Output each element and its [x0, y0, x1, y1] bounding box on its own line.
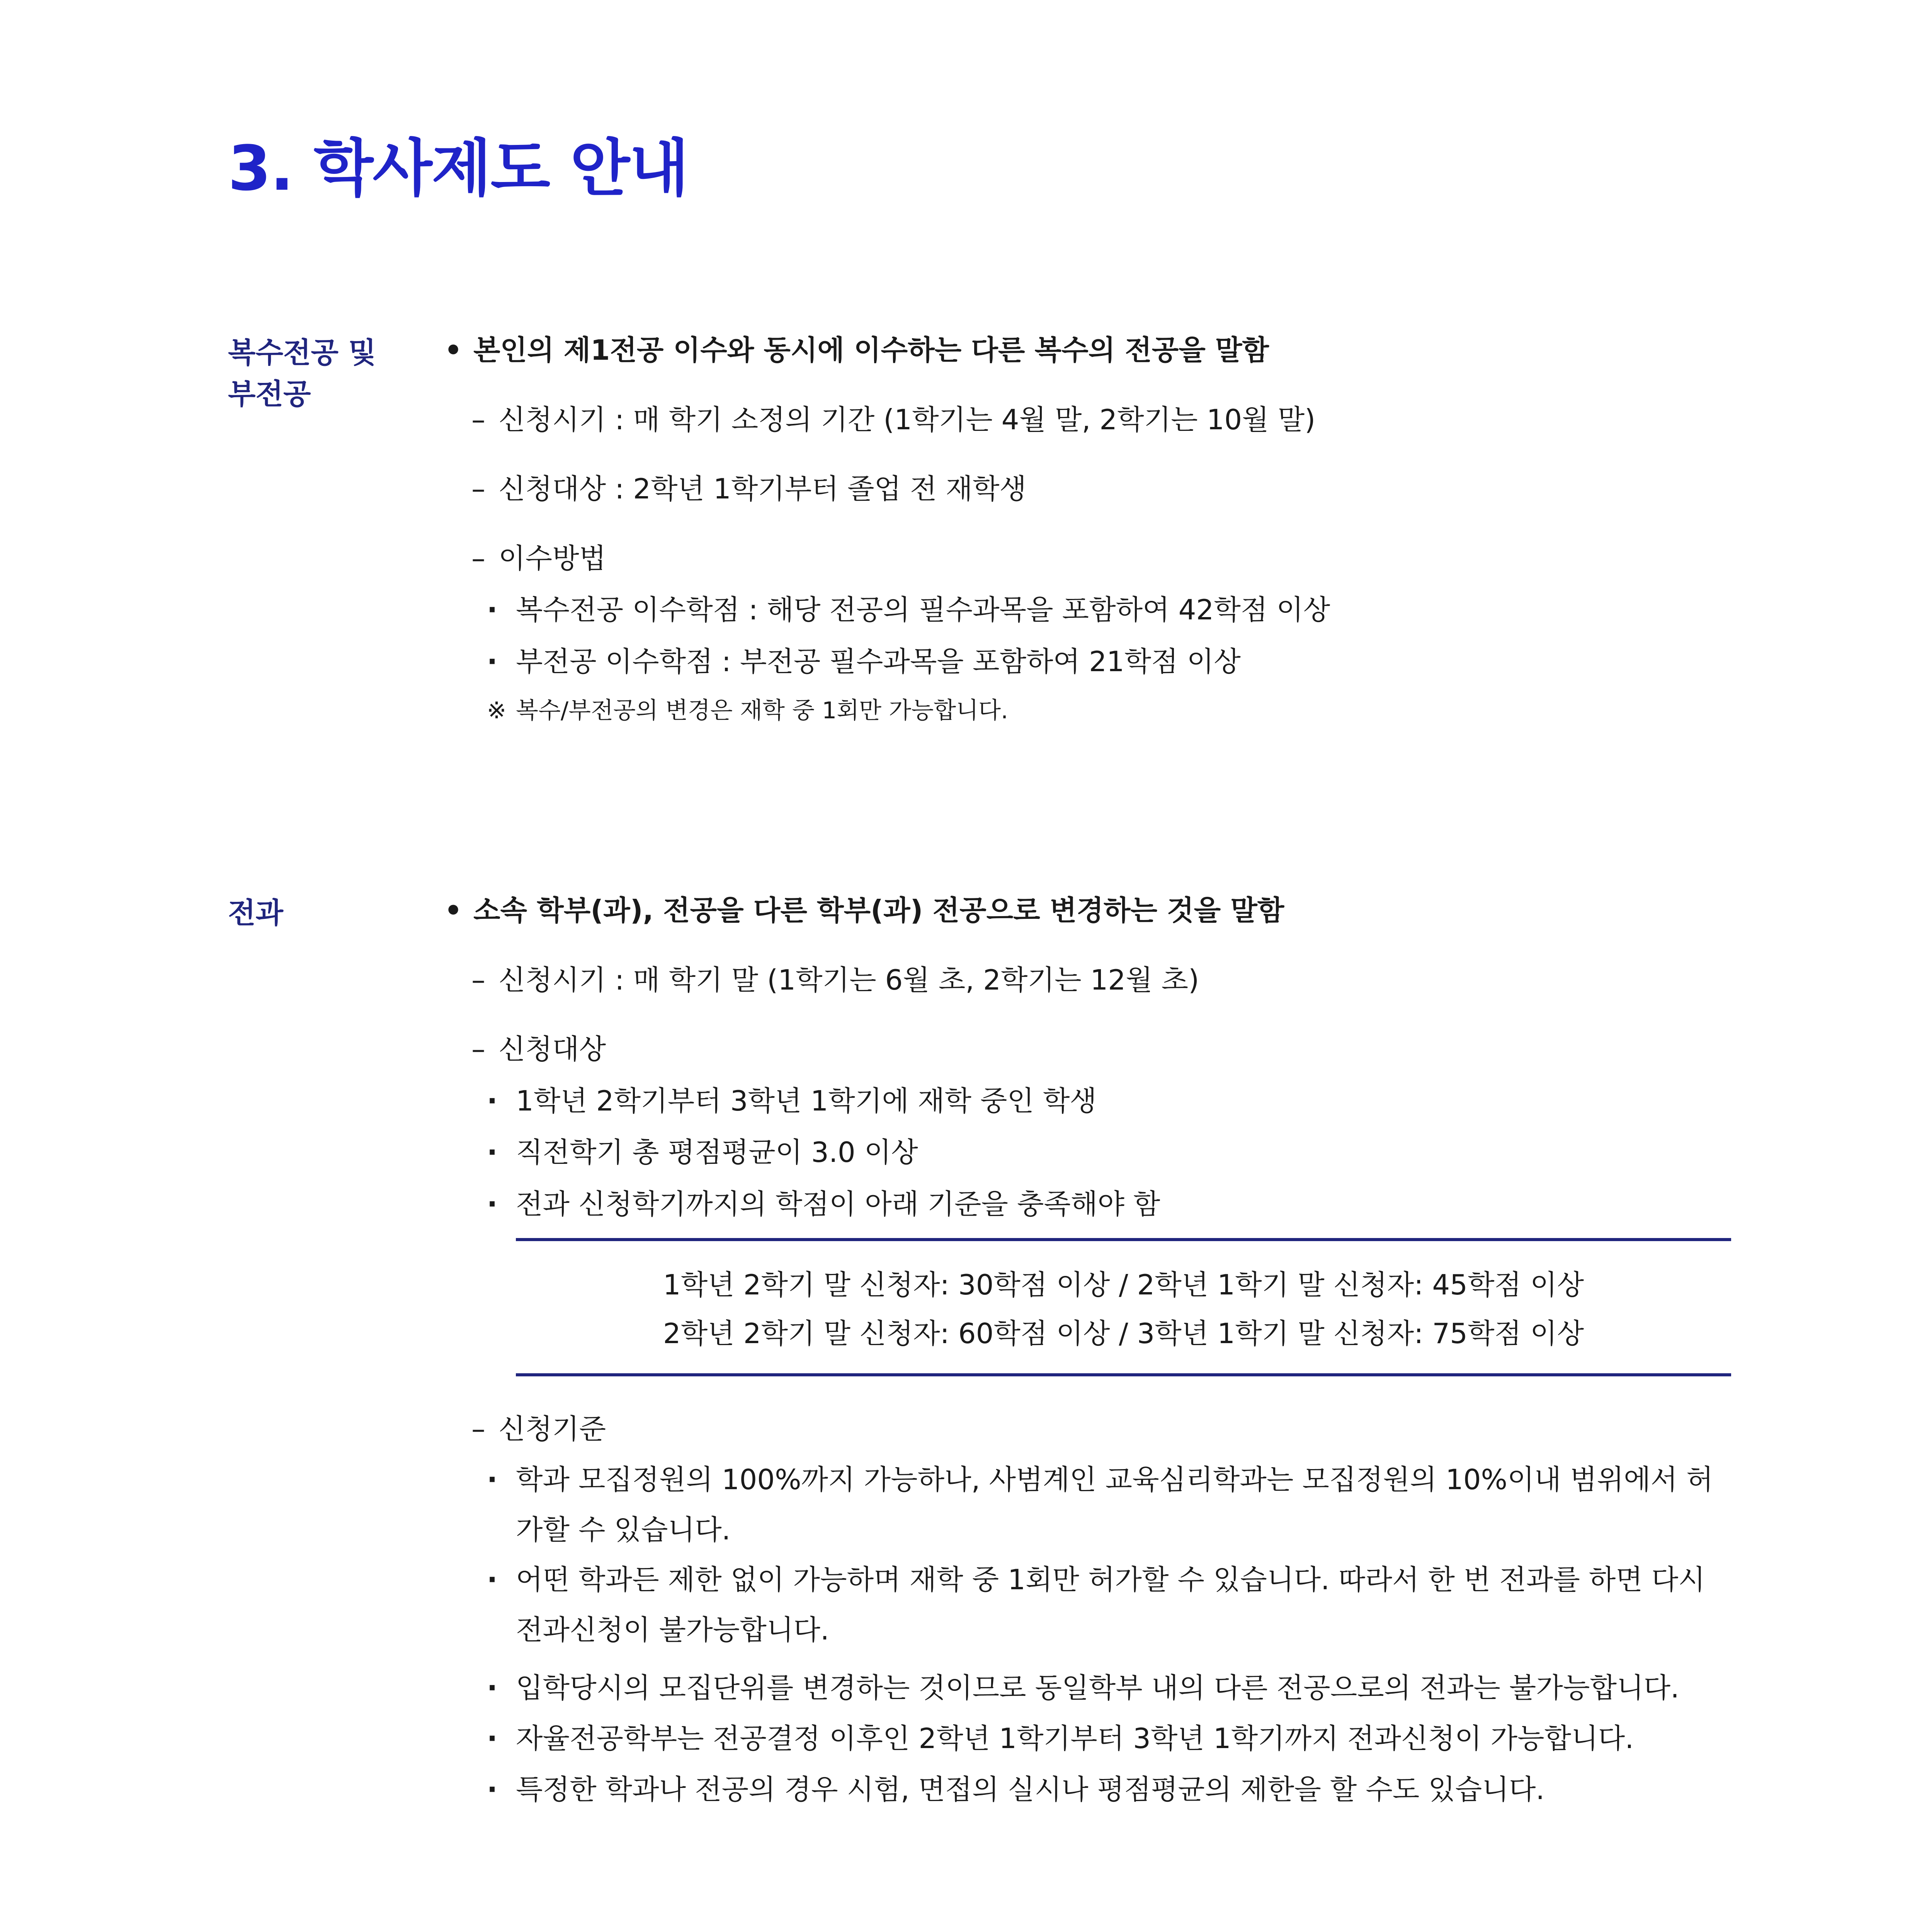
list-item: · 입학당시의 모집단위를 변경하는 것이므로 동일학부 내의 다른 전공으로의 전과는 불가능합니다. — [444, 1670, 1731, 1706]
credit-criteria-box — [516, 1238, 1731, 1376]
apply-target: – 신청대상 : 2학년 1학기부터 졸업 전 재학생 — [444, 471, 1731, 507]
section-lead: • 소속 학부(과), 전공을 다른 학부(과) 전공으로 변경하는 것을 말함 — [444, 893, 1731, 929]
credit-criteria-line: 2학년 2학기 말 신청자: 60학점 이상 / 3학년 1학기 말 신청자: 75학점 이상 — [663, 1317, 1584, 1350]
apply-period: – 신청시기 : 매 학기 소정의 기간 (1학기는 4월 말, 2학기는 10월 말) — [444, 402, 1731, 438]
apply-period: – 신청시기 : 매 학기 말 (1학기는 6월 초, 2학기는 12월 초) — [444, 962, 1731, 998]
list-item: · 복수전공 이수학점 : 해당 전공의 필수과목을 포함하여 42학점 이상 — [444, 592, 1731, 628]
list-item: · 학과 모집정원의 100%까지 가능하나, 사범계인 교육심리학과는 모집정원의 10%이내 범위에서 허가할 수 있습니다. — [444, 1455, 1731, 1555]
target-title: – 신청대상 — [444, 1031, 1731, 1068]
section-body — [444, 893, 1731, 1808]
list-item: · 어떤 학과든 제한 없이 가능하며 재학 중 1회만 허가할 수 있습니다. 따라서 한 번 전과를 하면 다시 전과신청이 불가능합니다. — [444, 1555, 1731, 1655]
section-label: 복수전공 및 부전공 — [228, 336, 376, 411]
list-item: · 특정한 학과나 전공의 경우 시험, 면접의 실시나 평점평균의 제한을 할 수도 있습니다. — [444, 1772, 1731, 1808]
page-title: 3. 학사제도 안내 — [228, 132, 688, 204]
method-title: – 이수방법 — [444, 541, 1731, 577]
section-body — [444, 332, 1731, 726]
list-item: · 1학년 2학기부터 3학년 1학기에 재학 중인 학생 — [444, 1083, 1731, 1119]
list-item: · 직전학기 총 평점평균이 3.0 이상 — [444, 1134, 1731, 1171]
list-item: · 부전공 이수학점 : 부전공 필수과목을 포함하여 21학점 이상 — [444, 644, 1731, 680]
credit-criteria-line: 1학년 2학기 말 신청자: 30학점 이상 / 2학년 1학기 말 신청자: 45학점 이상 — [663, 1268, 1584, 1301]
section-label: 전과 — [228, 896, 283, 930]
section-lead: • 본인의 제1전공 이수와 동시에 이수하는 다른 복수의 전공을 말함 — [444, 332, 1731, 369]
list-item: · 전과 신청학기까지의 학점이 아래 기준을 충족해야 함 — [444, 1186, 1731, 1223]
list-item: · 자율전공학부는 전공결정 이후인 2학년 1학기부터 3학년 1학기까지 전과신청이 가능합니다. — [444, 1721, 1731, 1757]
note: ※ 복수/부전공의 변경은 재학 중 1회만 가능합니다. — [444, 696, 1731, 726]
criteria-title: – 신청기준 — [444, 1411, 1731, 1447]
